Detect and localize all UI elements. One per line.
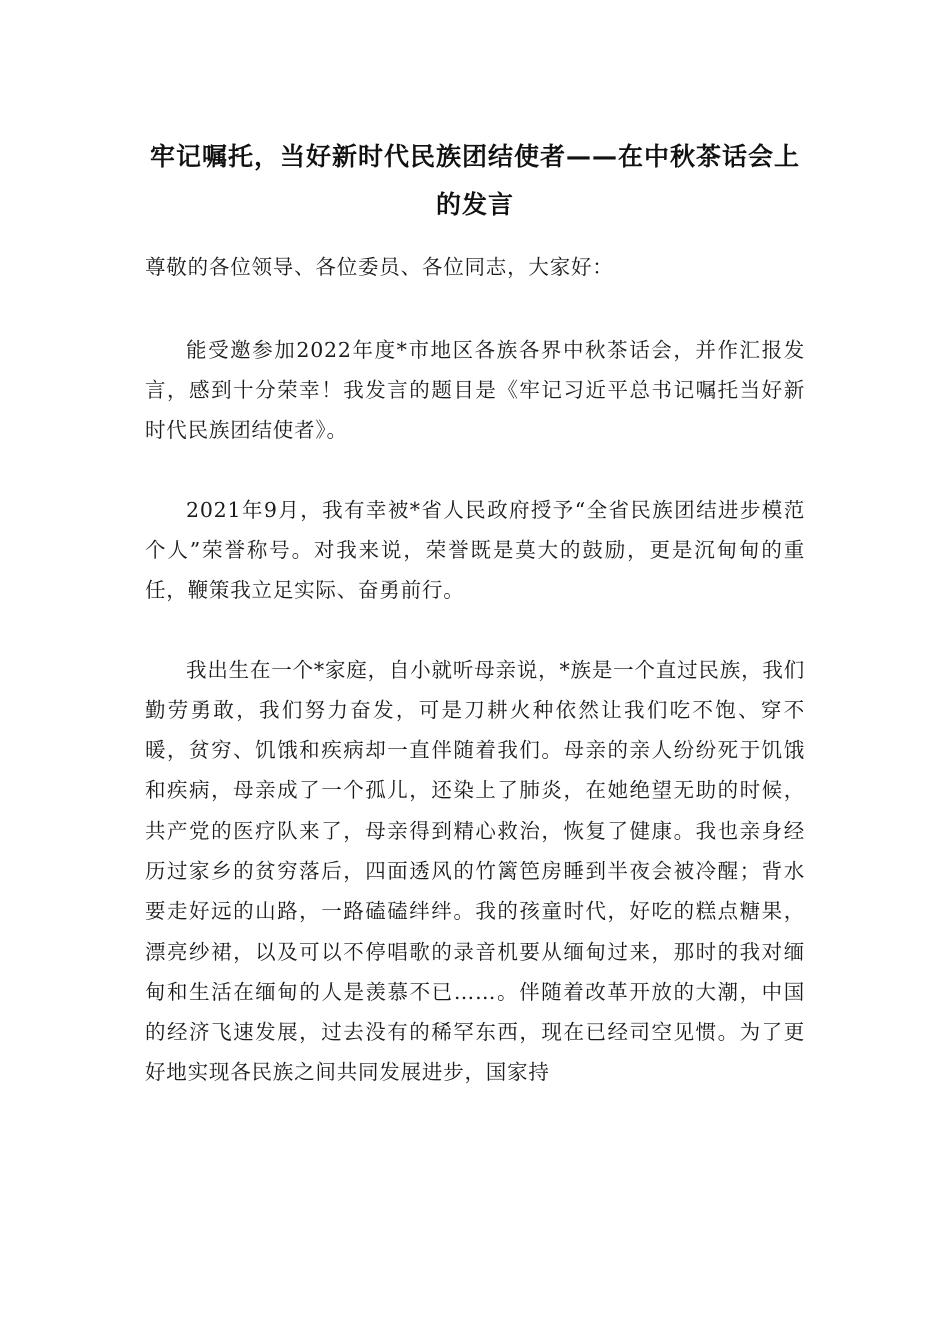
paragraph-honor: 2021年9月，我有幸被*省人民政府授予“全省民族团结进步模范个人”荣誉称号。对我来说，荣誉既是莫大的鼓励，更是沉甸甸的重任，鞭策我立足实际、奋勇前行。 — [145, 497, 805, 603]
paragraph-invitation: 能受邀参加2022年度*市地区各族各界中秋茶话会，并作汇报发言，感到十分荣幸！我发言的题目是《牢记习近平总书记嘱托当好新时代民族团结使者》。 — [145, 337, 805, 443]
document-title: 牢记嘱托，当好新时代民族团结使者——在中秋茶话会上的发言 — [149, 142, 800, 219]
greeting-line: 尊敬的各位领导、各位委员、各位同志，大家好： — [145, 255, 614, 279]
paragraph-background: 我出生在一个*家庭，自小就听母亲说，*族是一个直过民族，我们勤劳勇敢，我们努力奋发，可是刀耕火种依然让我们吃不饱、穿不暖，贫穷、饥饿和疾病却一直伴随着我们。母亲的亲人纷纷死于饥饿和疾病，母亲成了一个孤儿，还染上了肺炎，在她绝望无助的时候，共产党的医疗队来了，母亲得到精心救治，恢复了健康。我也亲身经历过家乡的贫穷落后，四面透风的竹篱笆房睡到半夜会被冷醒；背水要走好远的山路，一路磕磕绊绊。我的孩童时代，好吃的糕点糖果，漂亮纱裙，以及可以不停唱歌的录音机要从缅甸过来，那时的我对缅甸和生活在缅甸的人是羡慕不已……。伴随着改革开放的大潮，中国的经济飞速发展，过去没有的稀罕东西，现在已经司空见惯。为了更好地实现各民族之间共同发展进步，国家持 — [145, 657, 805, 1085]
